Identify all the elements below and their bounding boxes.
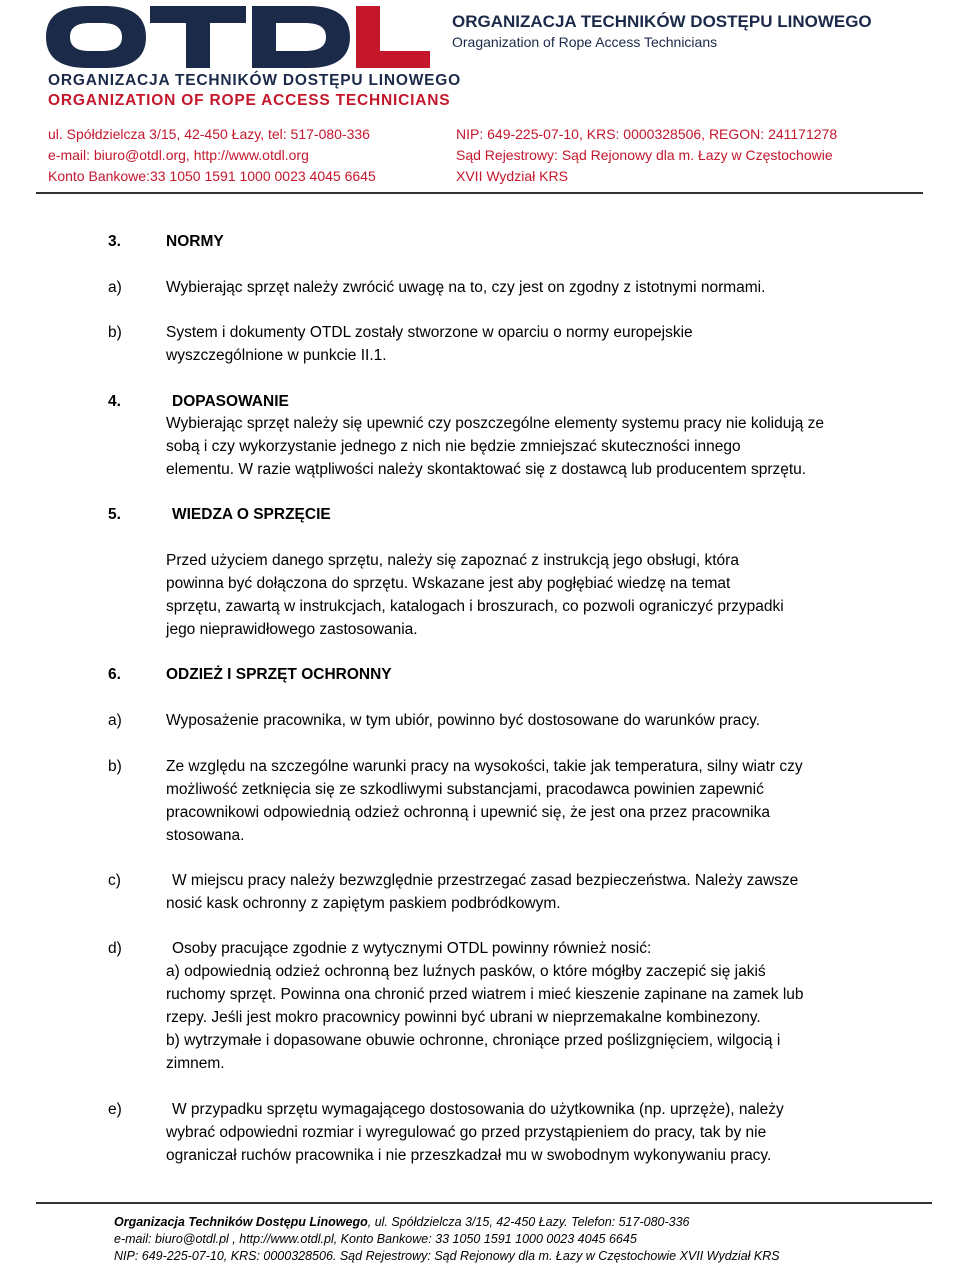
paragraph-line: Przed użyciem danego sprzętu, należy się zapoznać z instrukcją jego obsługi, która bbox=[166, 552, 739, 569]
paragraph-line: nosić kask ochronny z zapiętym paskiem podbródkowym. bbox=[166, 895, 561, 912]
section-6-number: 6. bbox=[108, 666, 121, 683]
list-marker: b) bbox=[108, 758, 122, 775]
paragraph-line: stosowana. bbox=[166, 827, 245, 844]
header-email-web: e-mail: biuro@otdl.org, http://www.otdl.org bbox=[48, 147, 309, 163]
list-marker: d) bbox=[108, 940, 122, 957]
paragraph-line: W miejscu pracy należy bezwzględnie przestrzegać zasad bezpieczeństwa. Należy zawsze bbox=[172, 872, 799, 889]
header-title-en: Oraganization of Rope Access Technicians bbox=[452, 34, 718, 50]
paragraph-line: możliwość zetknięcia się ze szkodliwymi substancjami, pracodawca powinien zapewnić bbox=[166, 781, 764, 798]
paragraph-line: sobą i czy wykorzystanie jednego z nich nie będzie zmniejszać skuteczności innego bbox=[166, 438, 741, 455]
list-marker: c) bbox=[108, 872, 121, 889]
section-3-title: NORMY bbox=[166, 233, 224, 250]
header-court: Sąd Rejestrowy: Sąd Rejonowy dla m. Łazy w Częstochowie bbox=[456, 147, 833, 163]
paragraph-line: wybrać odpowiedni rozmiar i wyregulować go przed przystąpieniem do pracy, tak by nie bbox=[166, 1124, 767, 1141]
paragraph-line: Ze względu na szczególne warunki pracy na wysokości, takie jak temperatura, silny wiatr czy bbox=[166, 758, 803, 775]
list-marker: b) bbox=[108, 324, 122, 341]
paragraph-line: sprzętu, zawartą w instrukcjach, katalogach i broszurach, co pozwoli ograniczyć przypadki bbox=[166, 598, 784, 615]
paragraph-line: wyszczególnione w punkcie II.1. bbox=[166, 347, 387, 364]
paragraph-line: Wybierając sprzęt należy się upewnić czy poszczególne elementy systemu pracy nie kolidują ze bbox=[166, 415, 825, 432]
section-5-number: 5. bbox=[108, 506, 121, 523]
paragraph-line: pracownikowi odpowiednią odzież ochronną i upewnić się, że jest ona przez pracownika bbox=[166, 804, 770, 821]
paragraph-line: ruchomy sprzęt. Powinna ona chronić przed wiatrem i mieć kieszenie zapinane na zamek lub bbox=[166, 986, 804, 1003]
paragraph-line: System i dokumenty OTDL zostały stworzone w oparciu o normy europejskie bbox=[166, 324, 693, 341]
footer-line-2: e-mail: biuro@otdl.pl , http://www.otdl.pl, Konto Bankowe: 33 1050 1591 1000 0023 4045 6645 bbox=[114, 1232, 637, 1246]
section-6-title: ODZIEŻ I SPRZĘT OCHRONNY bbox=[166, 666, 392, 683]
list-marker: a) bbox=[108, 712, 122, 729]
header-divider bbox=[36, 192, 923, 194]
section-4-title: DOPASOWANIE bbox=[172, 393, 289, 410]
paragraph-line: Wyposażenie pracownika, w tym ubiór, powinno być dostosowane do warunków pracy. bbox=[166, 712, 761, 729]
list-marker: a) bbox=[108, 279, 122, 296]
footer-divider bbox=[36, 1202, 932, 1204]
org-name-en: ORGANIZATION OF ROPE ACCESS TECHNICIANS bbox=[48, 92, 451, 109]
list-marker: e) bbox=[108, 1101, 122, 1118]
paragraph-line: jego nieprawidłowego zastosowania. bbox=[166, 621, 418, 638]
paragraph-line: rzepy. Jeśli jest mokro pracownicy powinni być ubrani w nieprzemakalne kombinezony. bbox=[166, 1009, 761, 1026]
header-title-pl: ORGANIZACJA TECHNIKÓW DOSTĘPU LINOWEGO bbox=[452, 12, 872, 31]
org-name-pl: ORGANIZACJA TECHNIKÓW DOSTĘPU LINOWEGO bbox=[48, 72, 462, 89]
paragraph-line: b) wytrzymałe i dopasowane obuwie ochronne, chroniące przed poślizgnięciem, wilgocią i bbox=[166, 1032, 781, 1049]
paragraph-line: Osoby pracujące zgodnie z wytycznymi OTDL powinny również nosić: bbox=[172, 940, 652, 957]
footer-line-3: NIP: 649-225-07-10, KRS: 0000328506. Sąd Rejestrowy: Sąd Rejonowy dla m. Łazy w Częstochowie XVII Wydział KRS bbox=[114, 1249, 780, 1263]
footer-line-1 bbox=[114, 1214, 690, 1230]
paragraph-line: W przypadku sprzętu wymagającego dostosowania do użytkownika (np. uprzęże), należy bbox=[172, 1101, 784, 1118]
section-3-number: 3. bbox=[108, 233, 121, 250]
footer-org-name: Organizacja Techników Dostępu Linowego bbox=[114, 1215, 368, 1229]
header-bank-account: Konto Bankowe:33 1050 1591 1000 0023 4045 6645 bbox=[48, 168, 376, 184]
footer-address: , ul. Spółdzielcza 3/15, 42-450 Łazy. Telefon: 517-080-336 bbox=[367, 1215, 690, 1229]
paragraph-line: ograniczał ruchów pracownika i nie przeszkadzał mu w swobodnym wykonywaniu pracy. bbox=[166, 1147, 772, 1164]
paragraph-line: powinna być dołączona do sprzętu. Wskazane jest aby pogłębiać wiedzę na temat bbox=[166, 575, 731, 592]
otdl-logo bbox=[46, 4, 431, 70]
paragraph-line: a) odpowiednią odzież ochronną bez luźnych pasków, o które mógłby zaczepić się jakiś bbox=[166, 963, 766, 980]
paragraph-line: Wybierając sprzęt należy zwrócić uwagę na to, czy jest on zgodny z istotnymi normami. bbox=[166, 279, 766, 296]
paragraph-line: zimnem. bbox=[166, 1055, 225, 1072]
header-ids: NIP: 649-225-07-10, KRS: 0000328506, REGON: 241171278 bbox=[456, 126, 838, 142]
header-address: ul. Spółdzielcza 3/15, 42-450 Łazy, tel: 517-080-336 bbox=[48, 126, 370, 142]
section-4-number: 4. bbox=[108, 393, 121, 410]
section-5-title: WIEDZA O SPRZĘCIE bbox=[172, 506, 331, 523]
header-division: XVII Wydział KRS bbox=[456, 168, 568, 184]
paragraph-line: elementu. W razie wątpliwości należy skontaktować się z dostawcą lub producentem sprzętu. bbox=[166, 461, 807, 478]
